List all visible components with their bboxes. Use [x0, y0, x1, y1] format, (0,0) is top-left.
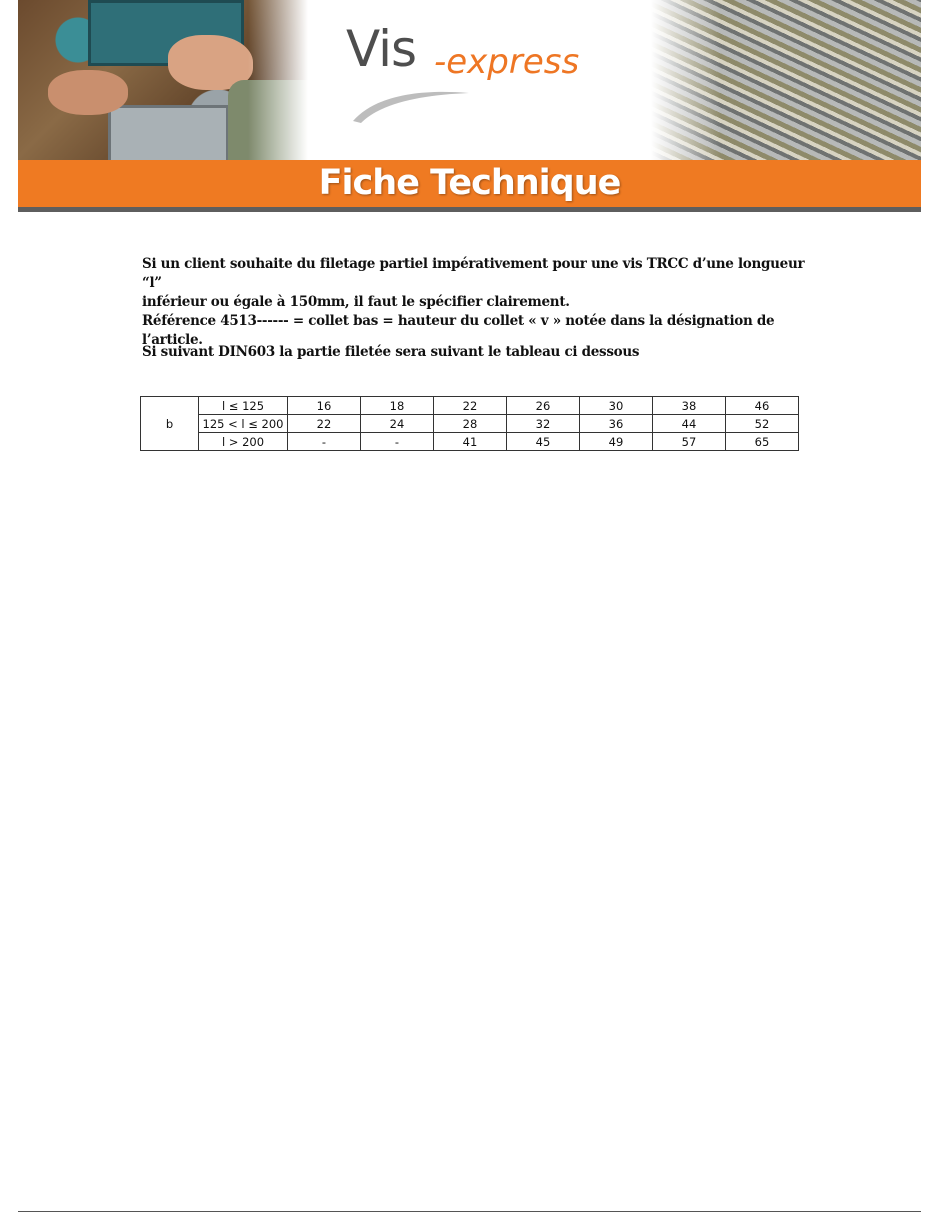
vis-express-logo — [346, 20, 596, 120]
header-banner — [18, 0, 921, 212]
value-cell: 32 — [507, 415, 580, 433]
footer-divider — [18, 1211, 921, 1212]
intro-line-1: Si un client souhaite du filetage partiel impérativement pour une vis TRCC d’une longueur “l” — [142, 256, 805, 291]
intro-paragraph — [142, 255, 822, 350]
value-cell: 28 — [434, 415, 507, 433]
screws-photo — [651, 0, 921, 160]
value-cell: 26 — [507, 397, 580, 415]
hand-shape — [48, 70, 128, 115]
range-cell: l > 200 — [199, 433, 288, 451]
table-row — [141, 415, 799, 433]
intro-line-2: inférieur ou égale à 150mm, il faut le spécifier clairement. — [142, 294, 570, 310]
value-cell: 57 — [653, 433, 726, 451]
logo-swoosh-icon — [351, 85, 471, 125]
value-cell: - — [361, 433, 434, 451]
value-cell: 16 — [288, 397, 361, 415]
value-cell: 52 — [726, 415, 799, 433]
page-title: Fiche Technique — [318, 163, 621, 203]
value-cell: 18 — [361, 397, 434, 415]
screws-tray — [108, 105, 229, 166]
value-cell: 36 — [580, 415, 653, 433]
range-cell: 125 < l ≤ 200 — [199, 415, 288, 433]
value-cell: - — [288, 433, 361, 451]
sleeve-shape — [228, 80, 308, 160]
range-cell: l ≤ 125 — [199, 397, 288, 415]
value-cell: 30 — [580, 397, 653, 415]
value-cell: 41 — [434, 433, 507, 451]
value-cell: 65 — [726, 433, 799, 451]
value-cell: 45 — [507, 433, 580, 451]
banner-underline — [18, 207, 921, 212]
value-cell: 49 — [580, 433, 653, 451]
value-cell: 24 — [361, 415, 434, 433]
row-label-cell: b — [141, 397, 199, 451]
table-row — [141, 397, 799, 415]
intro-line-3: Référence 4513------ = collet bas = hauteur du collet « v » notée dans la désignation de l’article. — [142, 313, 775, 348]
thread-length-table — [140, 396, 799, 451]
workbench-photo — [18, 0, 308, 160]
value-cell: 22 — [434, 397, 507, 415]
din603-paragraph: Si suivant DIN603 la partie filetée sera suivant le tableau ci dessous — [142, 344, 640, 360]
value-cell: 46 — [726, 397, 799, 415]
value-cell: 22 — [288, 415, 361, 433]
value-cell: 38 — [653, 397, 726, 415]
value-cell: 44 — [653, 415, 726, 433]
logo-text-suffix: -express — [434, 42, 580, 82]
table-row — [141, 433, 799, 451]
logo-text-main: Vis — [346, 20, 417, 78]
